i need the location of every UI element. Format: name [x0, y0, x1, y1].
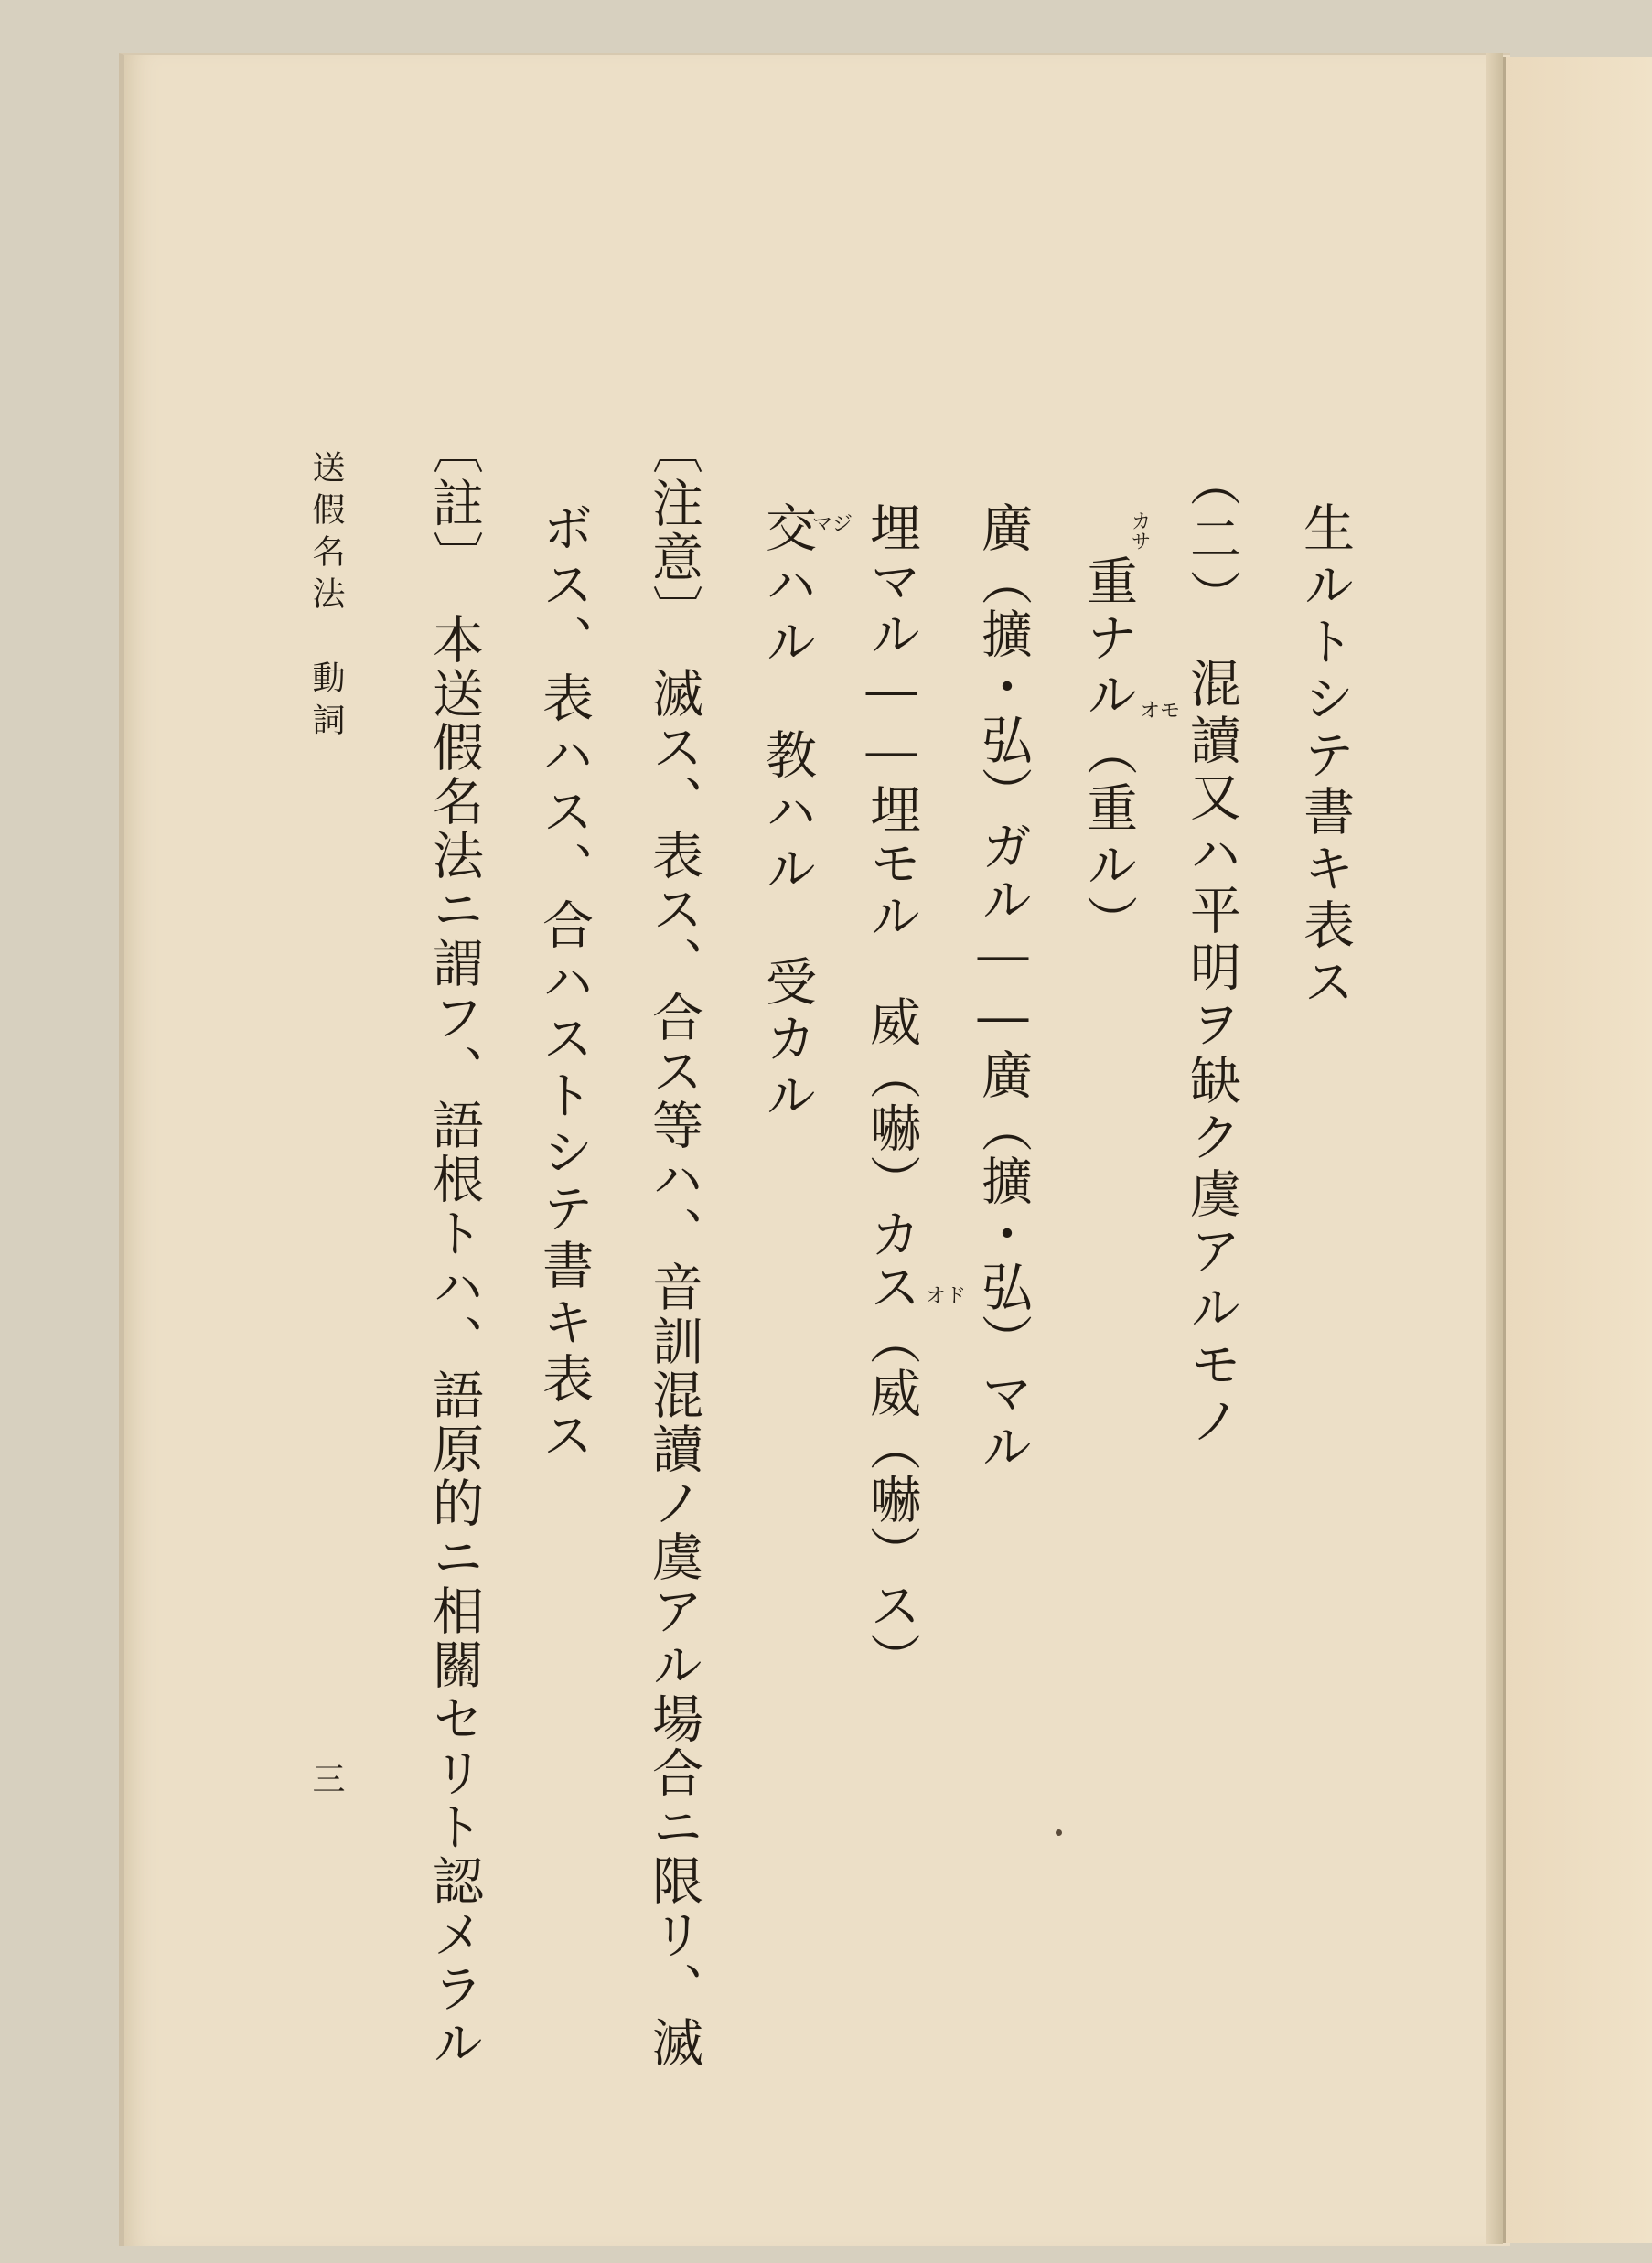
ruby-omo: オモ	[1140, 700, 1181, 723]
next-page	[1503, 57, 1652, 2243]
text-line-9: 〔註〕 本送假名法ニ謂フ、語根トハ、語原的ニ相關セリト認メラル	[424, 423, 484, 2070]
ruby-kasa: カサ	[1128, 510, 1151, 551]
book-page	[119, 53, 1510, 2246]
text-line-1: 生ルトシテ書キ表ス	[1295, 501, 1355, 1012]
text-line-2: （二） 混讀又ハ平明ヲ缺ク虞アルモノ	[1182, 456, 1241, 1451]
text-line-5: 埋マル――埋モル 威（嚇）カス（威（嚇）ス）	[862, 501, 921, 1685]
ruby-odo: オド	[926, 1285, 967, 1308]
page-edge	[1486, 53, 1503, 2244]
running-header: 送假名法 動詞	[307, 450, 345, 745]
text-line-4: 廣（擴・弘）ガル――廣（擴・弘）マル	[973, 501, 1033, 1473]
text-line-7: 〔注意〕 滅ス、表ス、合ス等ハ、音訓混讀ノ虞アル場合ニ限リ、滅	[644, 423, 703, 2070]
text-line-3: 重ナル（重ル）	[1078, 554, 1138, 951]
page-number: 三	[307, 1762, 345, 1804]
paper-speck	[1056, 1829, 1062, 1836]
text-line-8: ボス、表ハス、合ハストシテ書キ表ス	[534, 501, 594, 1465]
text-line-6: 交ハル 教ハル 受カル	[757, 501, 817, 1125]
ruby-maji: マジ	[812, 513, 853, 536]
